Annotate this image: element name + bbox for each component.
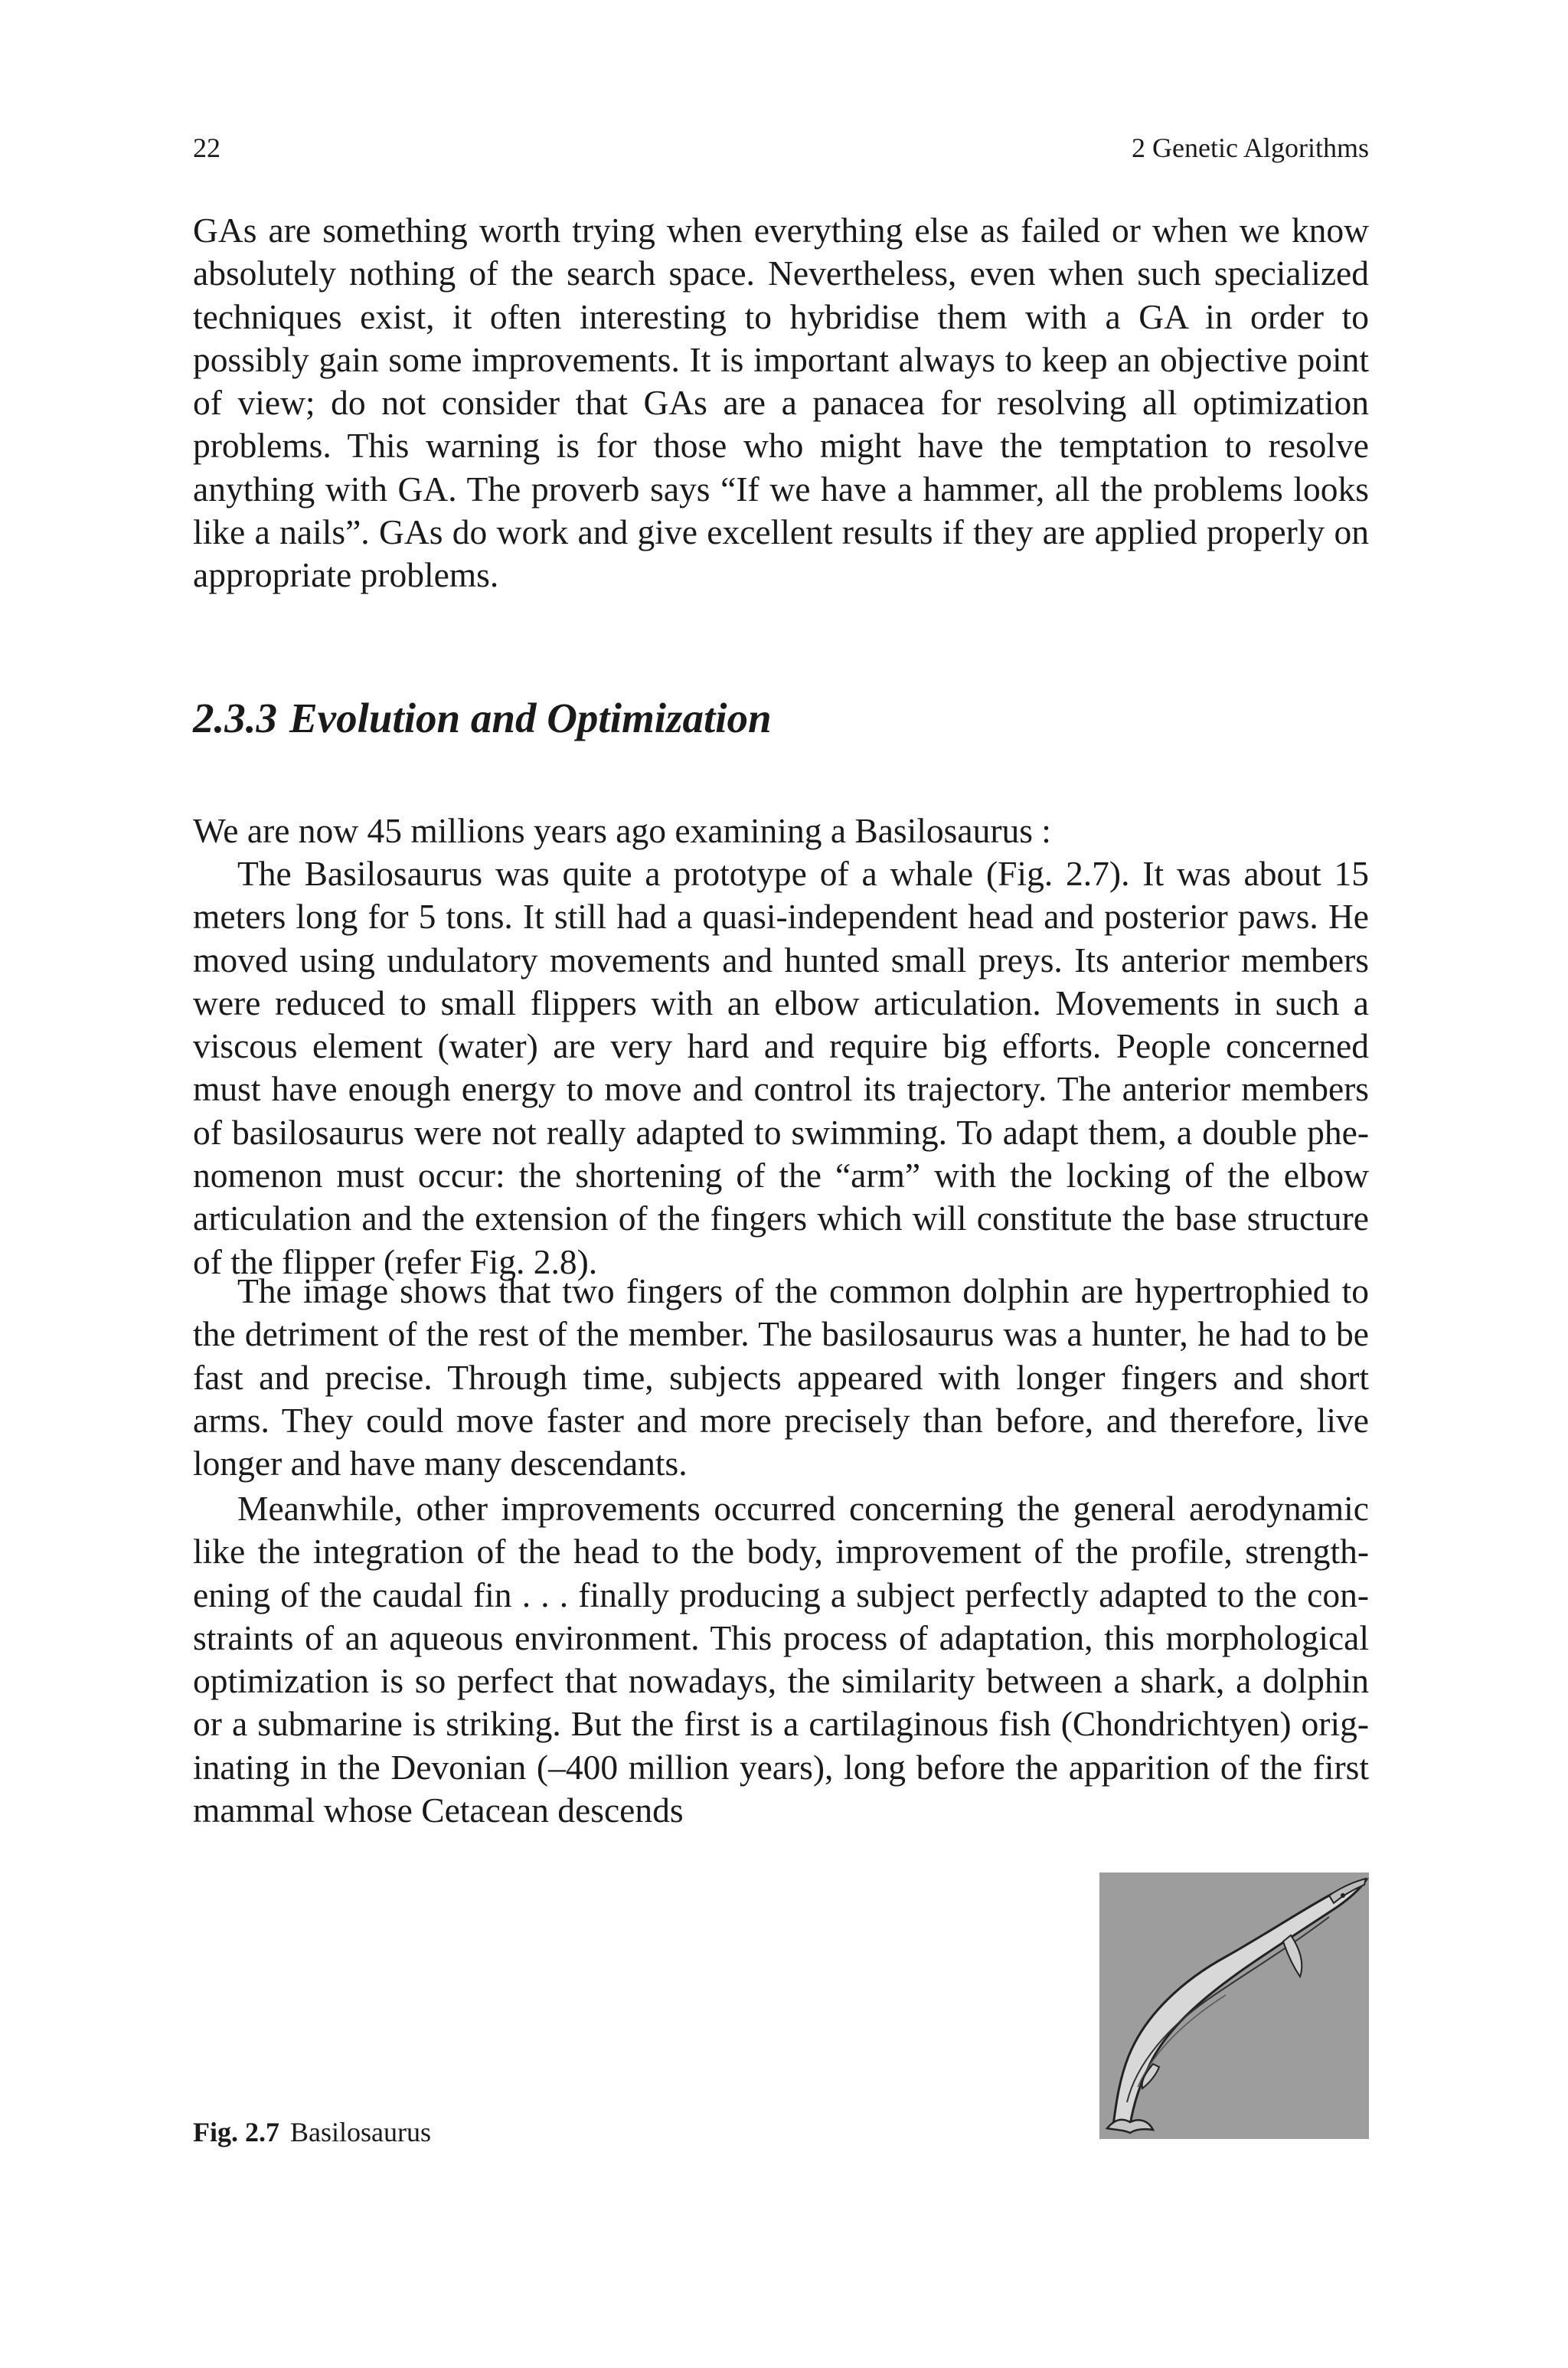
section-heading (193, 692, 772, 745)
figure-label: Fig. 2.7 (193, 2117, 279, 2147)
page-header (193, 129, 1369, 167)
basilosaurus-paragraph: The Basilosaurus was quite a prototype of a whale (Fig. 2.7). It was about 15 meters long for 5 tons. It still had a quasi-independent head and posterior paws. He moved using undulatory movements and hunted small preys. Its anterior members were reduced to small flippers with an elbow articulation. Movements in such a viscous element (water) are very hard and require big efforts. People concerned must have enough energy to move and control its trajectory. The anterior members of basilosaurus were not really adapted to swimming. To adapt them, a double phenomenon must occur: the shortening of the “arm” with the locking of the elbow articulation and the extension of the fingers which will constitute the base structure of the flipper (refer Fig. 2.8). (193, 854, 1369, 1281)
figure-caption-text: Basilosaurus (290, 2117, 431, 2147)
section-number: 2.3.3 (193, 695, 277, 741)
basilosaurus-figure-image (1099, 1872, 1369, 2139)
intro-paragraph: GAs are something worth trying when everything else as failed or when we know absolutely nothing of the search space. Nevertheless, even when such specialized techniques exist, it often interesting to hybridise them with a GA in order to possibly gain some improvements. It is important always to keep an objective point of view; do not consider that GAs are a panacea for resolving all optimization problems. This warning is for those who might have the temptation to resolve anything with GA. The proverb says “If we have a hammer, all the problems looks like a nails”. GAs do work and give excellent results if they are applied properly on appropriate problems. (193, 211, 1369, 595)
page-number: 22 (193, 132, 220, 163)
lead-paragraph: We are now 45 millions years ago examining a Basilosaurus : (193, 811, 1051, 850)
dolphin-paragraph: The image shows that two fingers of the common dolphin are hypertrophied to the detriment of the rest of the member. The basilosaurus was a hunter, he had to be fast and precise. Through time, subjects appeared with longer fingers and short arms. They could move faster and more precisely than before, and therefore, live longer and have many descendants. (193, 1271, 1369, 1483)
section-title: Evolution and Optimization (289, 695, 772, 741)
figure-caption (193, 2115, 431, 2150)
basilosaurus-illustration (1099, 1872, 1369, 2139)
meanwhile-paragraph: Meanwhile, other improvements occurred concerning the general aerodynamic like the integration of the head to the body, improvement of the profile, strengthening of the caudal fin . . . finally producing a subject perfectly adapted to the constraints of an aqueous environment. This process of adaptation, this morphological optimization is so perfect that nowadays, the similarity between a shark, a dolphin or a submarine is striking. But the first is a cartilaginous fish (Chondrichtyen) originating in the Devonian (–400 million years), long before the apparition of the first mammal whose Cetacean descends (193, 1489, 1369, 1830)
running-head: 2 Genetic Algorithms (1132, 132, 1369, 163)
